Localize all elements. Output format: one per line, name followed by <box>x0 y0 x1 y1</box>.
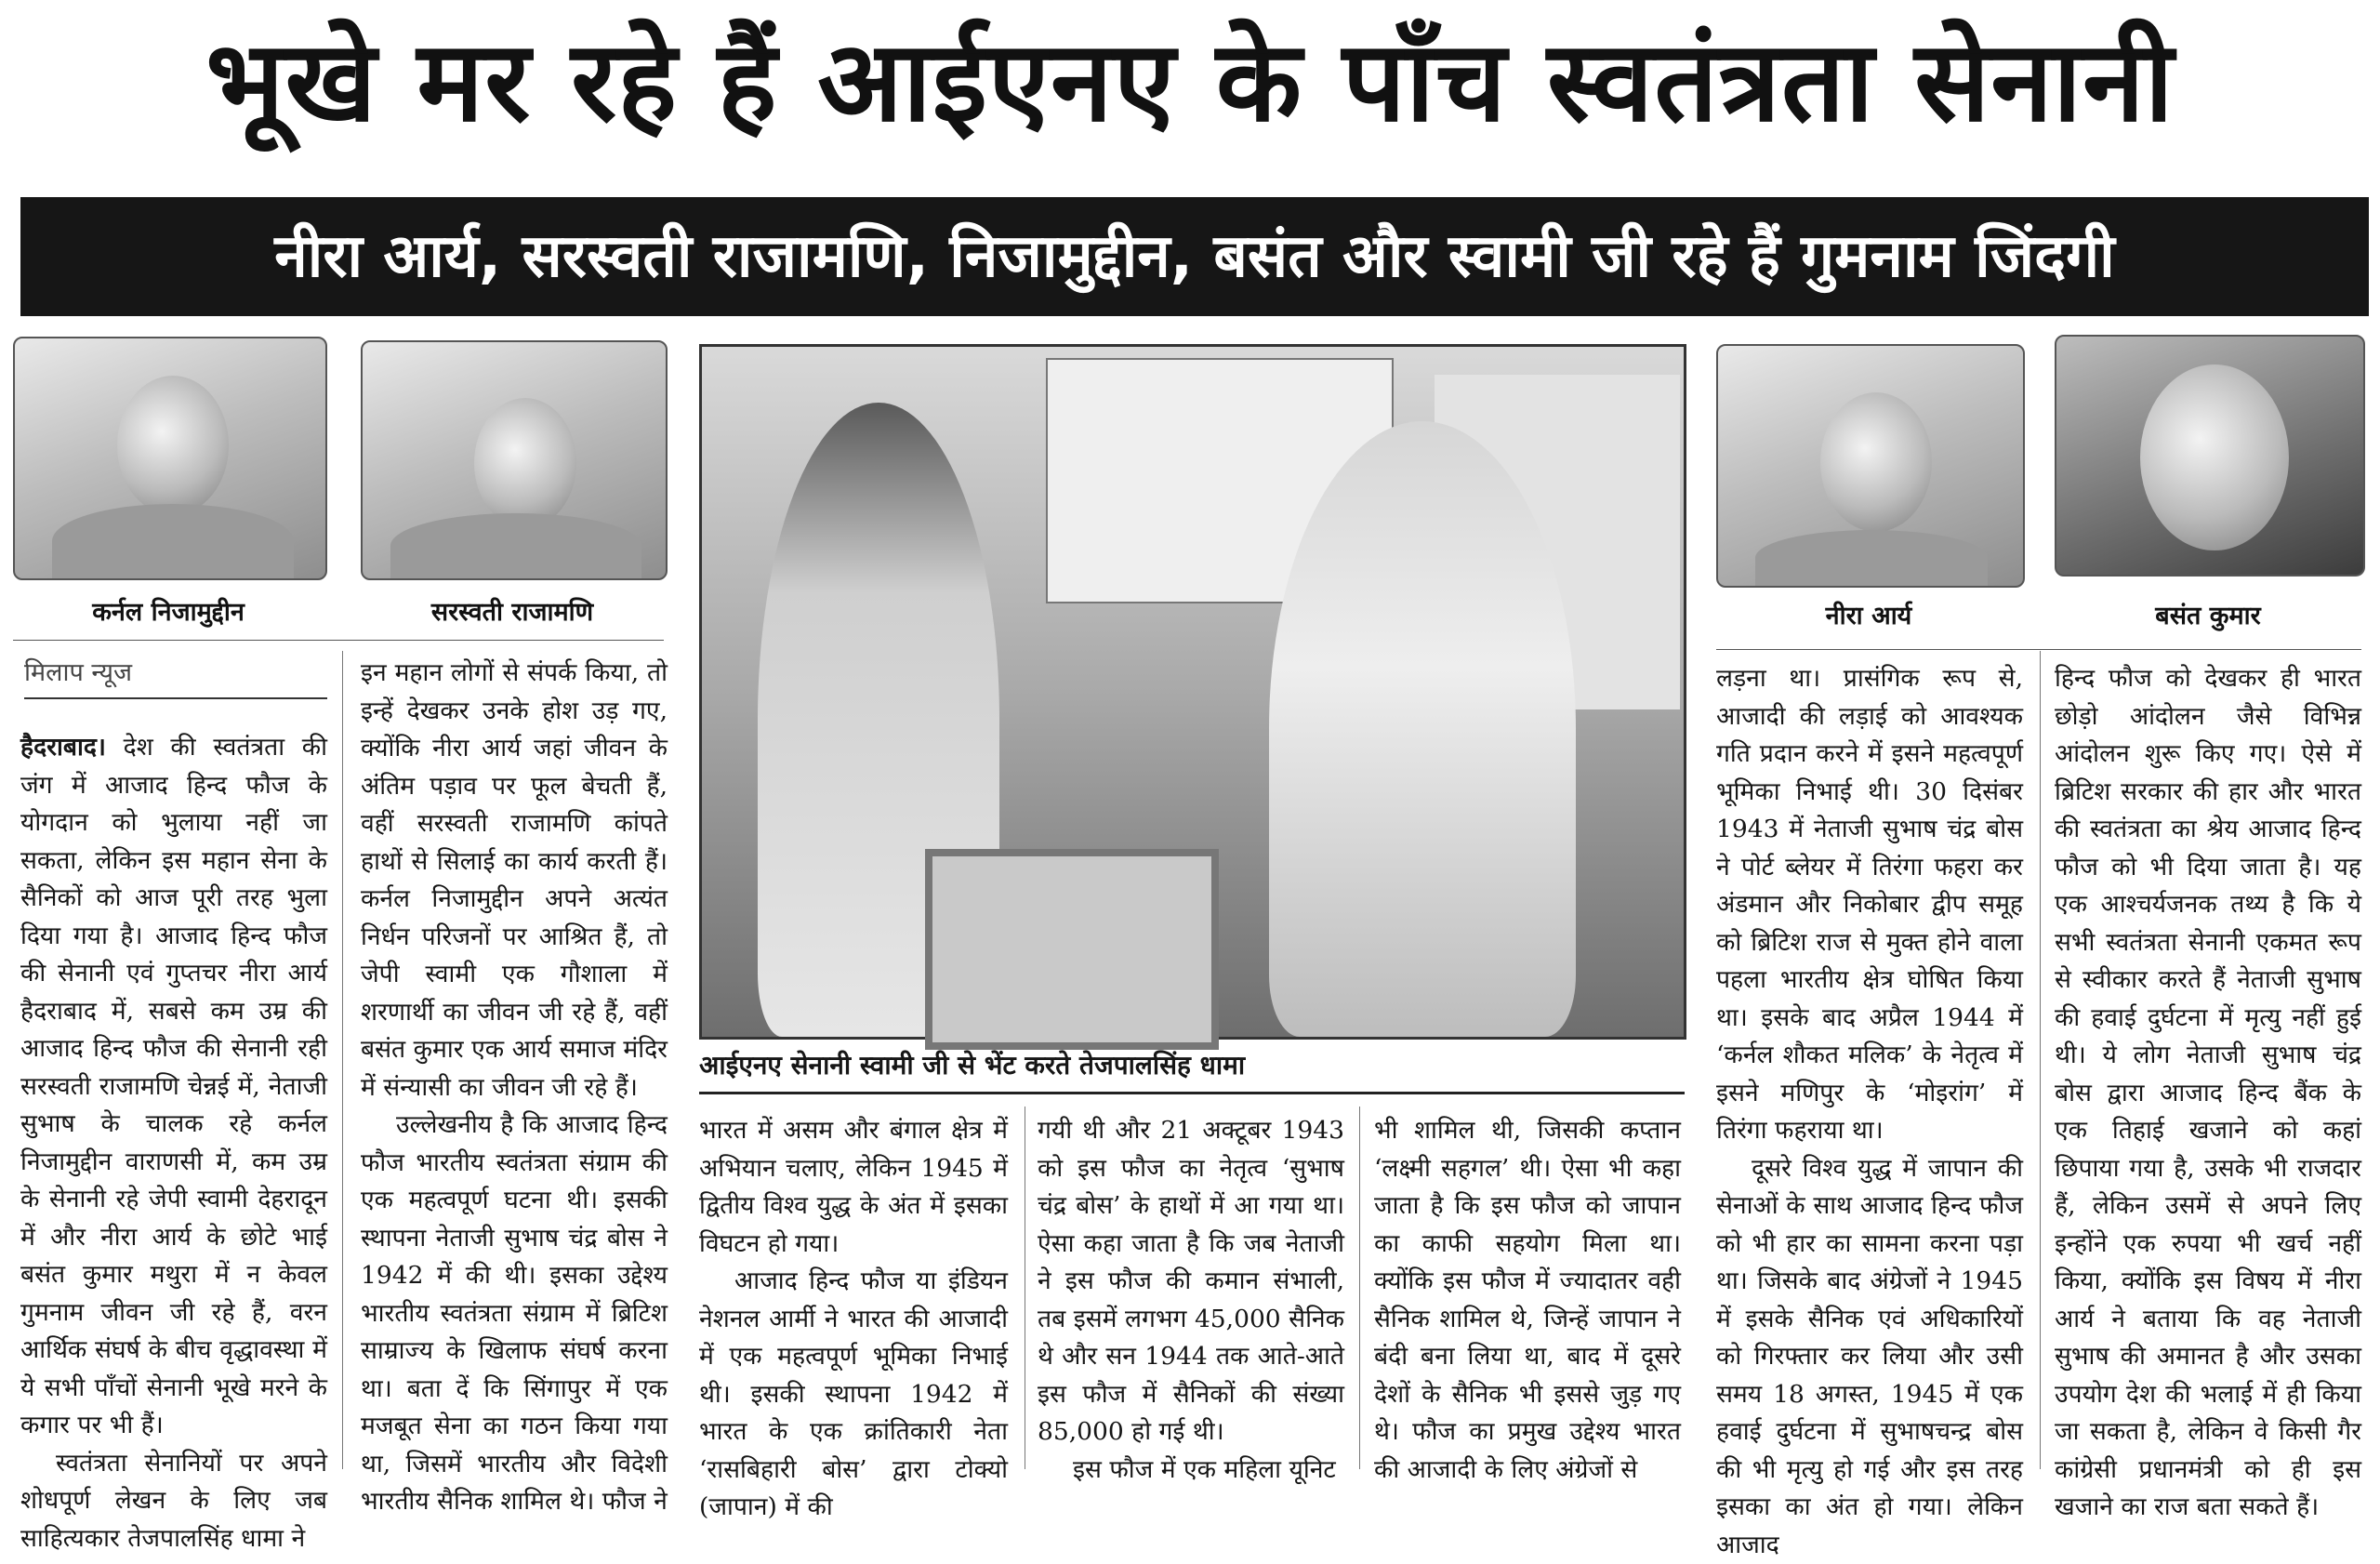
column-divider <box>342 651 343 1469</box>
col4-para1: गयी थी और 21 अक्टूबर 1943 को इस फौज का नेतृत्व ‘सुभाष चंद्र बोस’ के हाथों में आ गया था। ऐसा कहा जाता है कि जब नेताजी ने इस फौज की कमान संभाली, तब इसमें लगभग 45,000 सैनिक थे और सन 1944 तक आते-आते इस फौज में सैनिकों की संख्या 85,000 हो गई थी। <box>1038 1112 1344 1451</box>
photo-neera <box>1716 344 2025 588</box>
col3-para1: भारत में असम और बंगाल क्षेत्र में अभियान चलाए, लेकिन 1945 में द्वितीय विश्व युद्ध के अंत में इसका विघटन हो गया। <box>699 1112 1008 1263</box>
column-divider <box>2040 651 2041 1469</box>
news-source: मिलाप न्यूज <box>24 656 327 699</box>
dateline: हैदराबाद। <box>20 733 106 762</box>
col6-para1: लड़ना था। प्रासंगिक रूप से, आजादी की लड़ाई को आवश्यक गति प्रदान करने में इसने महत्वपूर्ण भूमिका निभाई थी। 30 दिसंबर 1943 में नेताजी सुभाष चंद्र बोस ने पोर्ट ब्लेयर में तिरंगा फहरा कर अंडमान और निकोबार द्वीप समूह को ब्रिटिश राज से मुक्त होने वाला पहला भारतीय क्षेत्र घोषित किया था। इसके बाद अप्रैल 1944 में ‘कर्नल शौकत मलिक’ के नेतृत्व में इसने मणिपुर के ‘मोइरांग’ में तिरंगा फहराया था। <box>1716 660 2023 1150</box>
article-column-3 <box>699 1112 1008 1478</box>
article-column-7 <box>2055 660 2361 1478</box>
column-divider <box>1359 1107 1360 1469</box>
col7-para1: हिन्द फौज को देखकर ही भारत छोड़ो आंदोलन जैसे विभिन्न आंदोलन शुरू किए गए। ऐसे में ब्रिटिश सरकार की हार और भारत की स्वतंत्रता का श्रेय आजाद हिन्द फौज को भी दिया जाता है। यह एक आश्चर्यजनक तथ्य है कि ये सभी स्वतंत्रता सेनानी एकमत रूप से स्वीकार करते हैं नेताजी सुभाष की हवाई दुर्घटना में मृत्यु नहीं हुई थी। ये लोग नेताजी सुभाष चंद्र बोस द्वारा आजाद हिन्द बैंक के एक तिहाई खजाने को कहां छिपाया गया है, उसके भी राजदार हैं, लेकिन उसमें से अपने लिए इन्होंने एक रुपया भी खर्च नहीं किया, क्योंकि इस विषय में नीरा आर्य ने बताया कि वह नेताजी सुभाष की अमानत है और उसका उपयोग देश की भलाई में ही किया जा सकता है, लेकिन वे किसी गैर कांग्रेसी प्रधानमंत्री को ही इस खजाने का राज बता सकते हैं। <box>2055 660 2361 1527</box>
subheadline: नीरा आर्य, सरस्वती राजामणि, निजामुद्दीन, बसंत और स्वामी जी रहे हैं गुमनाम जिंदगी <box>20 197 2369 316</box>
photo-nizamuddin <box>13 337 327 580</box>
col3-para2: आजाद हिन्द फौज या इंडियन नेशनल आर्मी ने भारत की आजादी में एक महत्वपूर्ण भूमिका निभाई थी। इसकी स्थापना 1942 में भारत के एक क्रांतिकारी नेता ‘रासबिहारी बोस’ द्वारा टोक्यो (जापान) में की <box>699 1263 1008 1527</box>
col5-para1: भी शामिल थी, जिसकी कप्तान ‘लक्ष्मी सहगल’ थी। ऐसा भी कहा जाता है कि इस फौज को जापान का काफी सहयोग मिला था। क्योंकि इस फौज में ज्यादातर वही सैनिक शामिल थे, जिन्हें जापान ने बंदी बना लिया था, बाद में दूसरे देशों के सैनिक भी इससे जुड़ गए थे। फौज का प्रमुख उद्देश्य भारत की आजादी के लिए अंग्रेजों से <box>1374 1112 1681 1489</box>
photo-basant <box>2055 335 2365 577</box>
article-column-4 <box>1038 1112 1344 1478</box>
col4-para2: इस फौज में एक महिला यूनिट <box>1038 1451 1344 1490</box>
caption-rule-right <box>1716 649 2361 650</box>
article-column-5 <box>1374 1112 1681 1478</box>
caption-neera: नीरा आर्य <box>1716 601 2021 632</box>
col6-para2: दूसरे विश्व युद्ध में जापान की सेनाओं के साथ आजाद हिन्द फौज को भी हार का सामना करना पड़ा था। जिसके बाद अंग्रेजों ने 1945 में इसके सैनिक एवं अधिकारियों को गिरफ्तार कर लिया और उसी समय 18 अगस्त, 1945 में एक हवाई दुर्घटना में सुभाषचन्द्र बोस की भी मृत्यु हो गई और इस तरह इसका का अंत हो गया। लेकिन आजाद <box>1716 1150 2023 1564</box>
col2-para2: उल्लेखनीय है कि आजाद हिन्द फौज भारतीय स्वतंत्रता संग्राम की एक महत्वपूर्ण घटना थी। इसकी स्थापना नेताजी सुभाष चंद्र बोस ने 1942 में की थी। इसका उद्देश्य भारतीय स्वतंत्रता संग्राम में ब्रिटिश साम्राज्य के खिलाफ संघर्ष करना था। बता दें कि सिंगापुर में एक मजबूत सेना का गठन किया गया था, जिसमें भारतीय और विदेशी भारतीय सैनिक शामिल थे। फौज ने <box>361 1107 668 1521</box>
main-photo-caption: आईएनए सेनानी स्वामी जी से भेंट करते तेजपालसिंह धामा <box>699 1049 1685 1094</box>
photo-rajamani <box>361 340 668 580</box>
headline: भूखे मर रहे हैं आईएनए के पाँच स्वतंत्रता सेनानी <box>0 13 2380 152</box>
article-column-1 <box>20 729 327 1478</box>
main-photo <box>699 344 1686 1040</box>
caption-basant: बसंत कुमार <box>2055 601 2361 632</box>
col1-para1: देश की स्वतंत्रता की जंग में आजाद हिन्द फौज के योगदान को भुलाया नहीं जा सकता, लेकिन इस महान सेना के सैनिकों को आज पूरी तरह भुला दिया गया है। आजाद हिन्द फौज की सेनानी एवं गुप्तचर नीरा आर्य हैदराबाद में, सबसे कम उम्र की आजाद हिन्द फौज की सेनानी रही सरस्वती राजामणि चेन्नई में, नेताजी सुभाष के चालक रहे कर्नल निजामुद्दीन वाराणसी में, कम उम्र के सेनानी रहे जेपी स्वामी देहरादून में और नीरा आर्य के छोटे भाई बसंत कुमार मथुरा में न केवल गुमनाम जीवन जी रहे हैं, वरन आर्थिक संघर्ष के बीच वृद्धावस्था में ये सभी पाँचों सेनानी भूखे मरने के कगार पर भी हैं। <box>20 733 327 1439</box>
article-column-2 <box>361 655 668 1478</box>
framed-certificate <box>925 849 1219 1050</box>
caption-nizamuddin: कर्नल निजामुद्दीन <box>13 597 324 629</box>
article-column-6 <box>1716 660 2023 1478</box>
caption-rule-left <box>13 640 664 641</box>
caption-rajamani: सरस्वती राजामणि <box>361 597 664 629</box>
col1-para2: स्वतंत्रता सेनानियों पर अपने शोधपूर्ण लेखन के लिए जब साहित्यकार तेजपालसिंह धामा ने <box>20 1445 327 1558</box>
col2-para1: इन महान लोगों से संपर्क किया, तो इन्हें देखकर उनके होश उड़ गए, क्योंकि नीरा आर्य जहां जीवन के अंतिम पड़ाव पर फूल बेचती हैं, वहीं सरस्वती राजामणि कांपते हाथों से सिलाई का कार्य करती हैं। कर्नल निजामुद्दीन अपने अत्यंत निर्धन परिजनों पर आश्रित हैं, तो जेपी स्वामी एक गौशाला में शरणार्थी का जीवन जी रहे हैं, वहीं बसंत कुमार एक आर्य समाज मंदिर में संन्यासी का जीवन जी रहे हैं। <box>361 655 668 1107</box>
